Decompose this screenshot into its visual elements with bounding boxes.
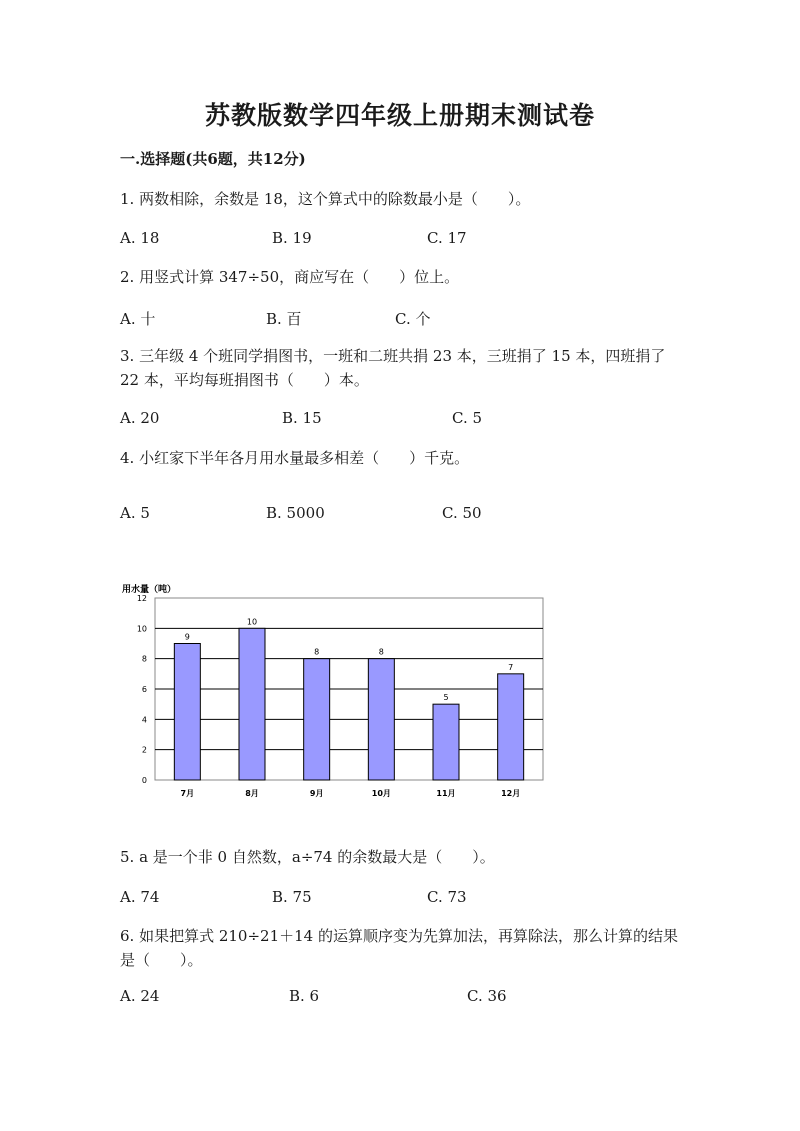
q4-option-a: A. 5 (120, 504, 150, 522)
q2-option-a: A. 十 (120, 310, 156, 328)
x-tick-label: 9月 (309, 789, 324, 798)
q4-option-c: C. 50 (442, 504, 482, 522)
question-5: 5. a 是一个非 0 自然数，a÷74 的余数最大是（ ）。 (120, 848, 495, 866)
q6-option-a: A. 24 (120, 987, 160, 1005)
q5-option-a: A. 74 (120, 888, 160, 906)
q1-option-c: C. 17 (427, 229, 467, 247)
y-tick-label: 10 (136, 624, 147, 634)
y-axis-label: 用水量（吨） (122, 585, 177, 595)
q2-option-c: C. 个 (395, 310, 431, 328)
data-label: 7 (508, 662, 514, 672)
q1-option-b: B. 19 (272, 229, 312, 247)
bar (174, 644, 200, 781)
y-tick-label: 2 (141, 745, 147, 755)
x-tick-label: 10月 (371, 789, 391, 798)
data-label: 9 (184, 632, 190, 642)
y-tick-label: 6 (141, 685, 147, 694)
q1-option-a: A. 18 (120, 229, 160, 247)
page-title: 苏教版数学四年级上册期末测试卷 (204, 101, 595, 130)
q3-option-a: A. 20 (120, 409, 160, 427)
q5-option-b: B. 75 (272, 888, 312, 906)
question-6: 6. 如果把算式 210÷21＋14 的运算顺序变为先算加法，再算除法，那么计算的结果是（ ）。 (120, 927, 678, 969)
bar (498, 674, 524, 780)
q5-option-c: C. 73 (427, 888, 467, 906)
q3-option-b: B. 15 (282, 409, 322, 427)
y-tick-label: 12 (136, 594, 147, 603)
q2-option-b: B. 百 (266, 310, 302, 328)
q6-option-b: B. 6 (289, 987, 320, 1005)
x-tick-label: 11月 (436, 789, 456, 798)
x-tick-label: 12月 (501, 789, 521, 798)
bar (433, 704, 459, 780)
y-tick-label: 0 (141, 776, 147, 785)
q6-option-c: C. 36 (467, 987, 507, 1005)
question-3: 3. 三年级 4 个班同学捐图书，一班和二班共捐 23 本，三班捐了 15 本，四班捐了 22 本，平均每班捐图书（ ）本。 (120, 347, 666, 389)
question-2: 2. 用竖式计算 347÷50，商应写在（ ）位上。 (120, 268, 460, 286)
data-label: 8 (314, 647, 320, 657)
q4-option-b: B. 5000 (266, 504, 325, 522)
water-usage-bar-chart (118, 580, 558, 806)
data-label: 5 (443, 693, 449, 703)
y-tick-label: 8 (141, 654, 147, 664)
bar (304, 659, 330, 780)
bar (239, 628, 265, 780)
q3-option-c: C. 5 (452, 409, 483, 427)
question-1: 1. 两数相除，余数是 18，这个算式中的除数最小是（ ）。 (120, 190, 531, 208)
y-tick-label: 4 (141, 715, 147, 725)
data-label: 8 (378, 647, 384, 657)
x-tick-label: 7月 (180, 789, 195, 798)
question-4: 4. 小红家下半年各月用水量最多相差（ ）千克。 (120, 449, 470, 467)
data-label: 10 (246, 617, 258, 627)
x-tick-label: 8月 (245, 789, 259, 798)
section-heading: 一.选择题(共6题，共12分) (120, 150, 306, 168)
bar (368, 659, 394, 780)
